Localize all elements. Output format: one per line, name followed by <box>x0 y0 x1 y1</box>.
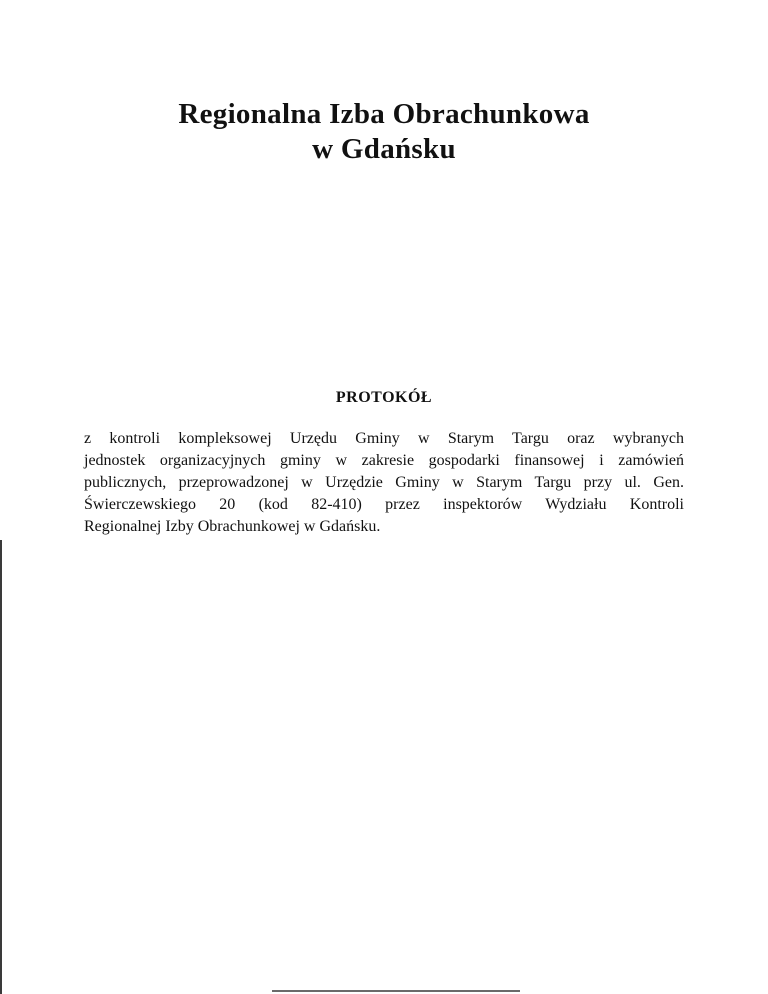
body-line: Regionalnej Izby Obrachunkowej w Gdańsku. <box>84 518 381 535</box>
scan-bottom-mark <box>272 990 520 992</box>
document-type-heading: PROTOKÓŁ <box>335 389 433 406</box>
document-header <box>0 97 768 167</box>
institution-title-line-1: Regionalna Izba Obrachunkowa <box>178 98 590 130</box>
institution-title-line-2: w Gdańsku <box>312 133 456 165</box>
body-line: z kontroli kompleksowej Urzędu Gminy w Starym Targu oraz wybranych <box>84 430 684 447</box>
scan-left-edge <box>0 540 2 994</box>
body-line: Świerczewskiego 20 (kod 82-410) przez inspektorów Wydziału Kontroli <box>84 496 684 513</box>
body-line: jednostek organizacyjnych gminy w zakresie gospodarki finansowej i zamówień <box>84 452 684 469</box>
body-line: publicznych, przeprowadzonej w Urzędzie Gminy w Starym Targu przy ul. Gen. <box>84 474 684 491</box>
document-body-paragraph <box>84 428 684 538</box>
